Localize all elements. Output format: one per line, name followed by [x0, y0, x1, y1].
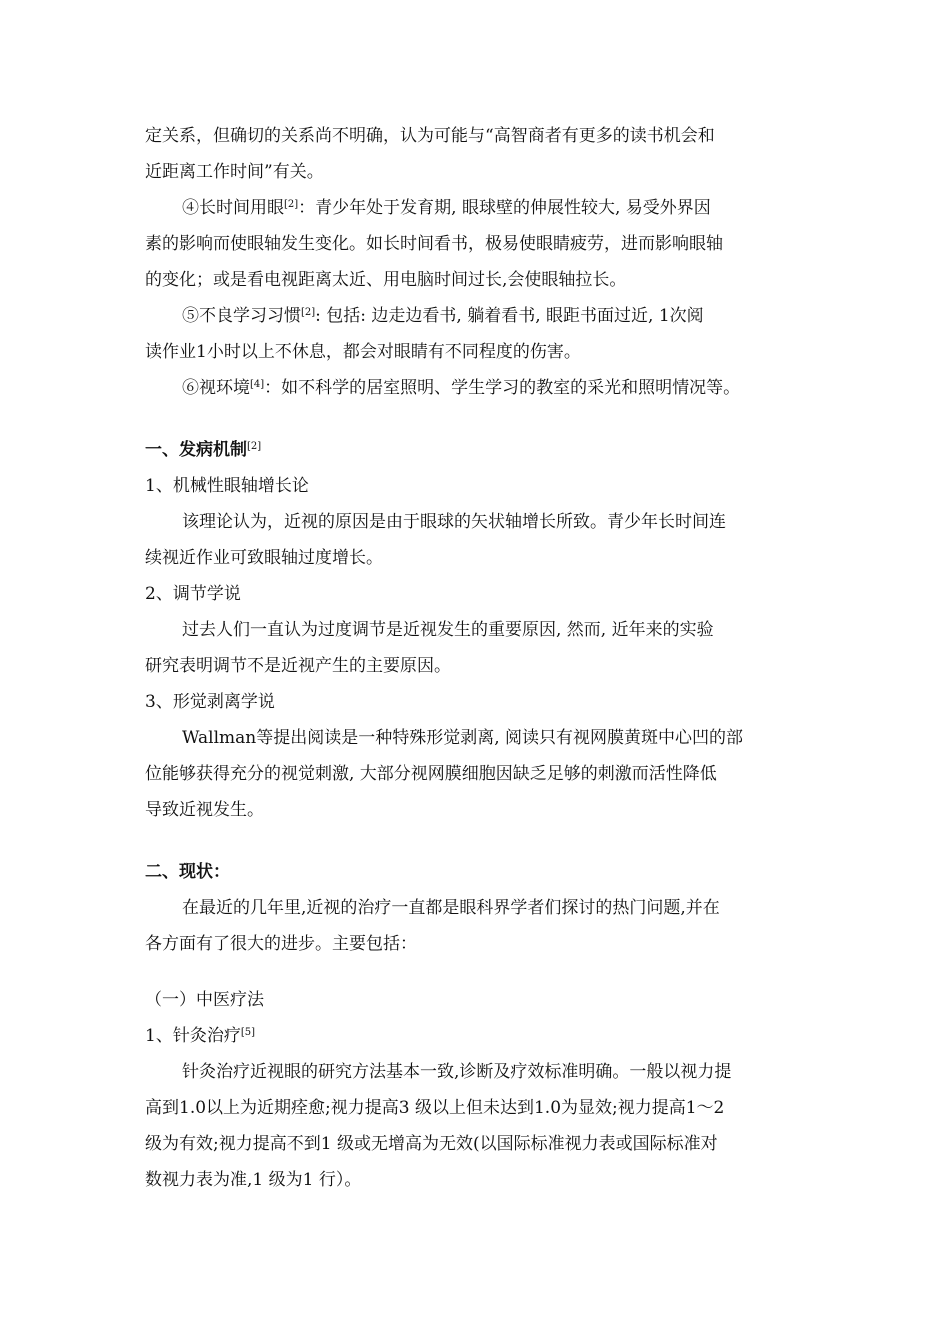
paragraph-line: Wallman等提出阅读是一种特殊形觉剥离, 阅读只有视网膜黄斑中心凹的部: [182, 728, 744, 748]
subsection-title: 1、机械性眼轴增长论: [145, 476, 309, 496]
subsection-title: 2、调节学说: [145, 584, 241, 604]
paragraph-line: 在最近的几年里,近视的治疗一直都是眼科界学者们探讨的热门问题,并在: [182, 898, 720, 918]
spacer: [145, 828, 810, 854]
item-title: 1、针灸治疗: [145, 1026, 241, 1046]
factor-4-line: [145, 190, 810, 226]
section-1-heading: [145, 432, 810, 468]
paragraph-line: 高到1.0以上为近期痊愈;视力提高3 级以上但未达到1.0为显效;视力提高1～2: [145, 1098, 725, 1118]
subsection-title: （一）中医疗法: [145, 990, 264, 1010]
factor-4-line: 的变化；或是看电视距离太近、用电脑时间过长,会使眼轴拉长。: [145, 270, 627, 290]
citation-ref: [5]: [240, 1027, 255, 1038]
paragraph-line: 续视近作业可致眼轴过度增长。: [145, 548, 383, 568]
subsection-title: 3、形觉剥离学说: [145, 692, 275, 712]
paragraph-line: 位能够获得充分的视觉刺激, 大部分视网膜细胞因缺乏足够的刺激而活性降低: [145, 764, 717, 784]
factor-5-text: : 包括: 边走边看书, 躺着看书, 眼距书面过近, 1次阅: [315, 306, 704, 326]
factor-6-line: [145, 370, 810, 406]
paragraph-line: 过去人们一直认为过度调节是近视发生的重要原因, 然而, 近年来的实验: [182, 620, 714, 640]
citation-ref: [2]: [301, 307, 316, 318]
section-2-heading: 二、现状：: [145, 862, 230, 882]
subsection-title: [145, 1018, 810, 1054]
paragraph-line: 该理论认为，近视的原因是由于眼球的矢状轴增长所致。青少年长时间连: [182, 512, 726, 532]
spacer: [145, 406, 810, 432]
paragraph-line: 级为有效;视力提高不到1 级或无增高为无效(以国际标准视力表或国际标准对: [145, 1134, 718, 1154]
factor-4-text: ：青少年处于发育期, 眼球壁的伸展性较大, 易受外界因: [298, 198, 711, 218]
paragraph-line: 各方面有了很大的进步。主要包括：: [145, 934, 417, 954]
factor-6-head: ⑥视环境: [182, 378, 250, 398]
factor-4-line: 素的影响而使眼轴发生变化。如长时间看书，极易使眼睛疲劳，进而影响眼轴: [145, 234, 723, 254]
citation-ref: [4]: [250, 379, 265, 390]
paragraph-line: 研究表明调节不是近视产生的主要原因。: [145, 656, 451, 676]
citation-ref: [2]: [247, 441, 262, 452]
intro-line: 定关系，但确切的关系尚不明确，认为可能与“高智商者有更多的读书机会和: [145, 126, 715, 146]
paragraph-line: 数视力表为准,1 级为1 行）。: [145, 1170, 362, 1190]
intro-line: 近距离工作时间”有关。: [145, 162, 324, 182]
spacer: [145, 962, 810, 982]
factor-5-line: [145, 298, 810, 334]
citation-ref: [2]: [284, 199, 299, 210]
factor-5-line: 读作业1小时以上不休息，都会对眼睛有不同程度的伤害。: [145, 342, 581, 362]
factor-5-head: ⑤不良学习习惯: [182, 306, 301, 326]
section-1-title: 一、发病机制: [145, 440, 247, 460]
factor-4-head: ④长时间用眼: [182, 198, 284, 218]
factor-6-text: ：如不科学的居室照明、学生学习的教室的采光和照明情况等。: [264, 378, 741, 398]
paragraph-line: 导致近视发生。: [145, 800, 264, 820]
document-page: [145, 118, 810, 1198]
paragraph-line: 针灸治疗近视眼的研究方法基本一致,诊断及疗效标准明确。一般以视力提: [182, 1062, 732, 1082]
